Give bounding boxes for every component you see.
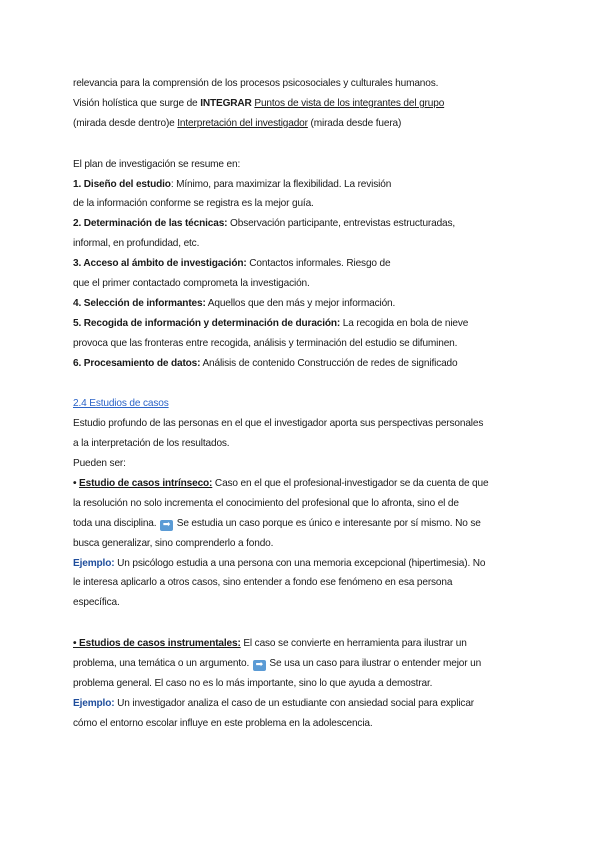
section-desc — [73, 414, 540, 434]
intro-line-1 — [73, 74, 540, 94]
intro-text: (mirada desde fuera) — [307, 117, 402, 129]
intro-line-3 — [73, 114, 540, 134]
section-pueden-text: Pueden ser: — [73, 458, 126, 470]
section-heading-link[interactable]: 2.4 Estudios de casos — [73, 398, 169, 410]
plan-item-text: provoca que las fronteras entre recogida, análisis y terminación del estudio se difuminen. — [73, 337, 458, 349]
intrinseco-text: Caso en el que el profesional-investigador se da cuenta de que — [212, 478, 489, 490]
instrumental-example-2 — [73, 714, 540, 734]
intrinseco-title: Estudio de casos intrínseco: — [79, 478, 213, 490]
plan-item-cont — [73, 194, 540, 214]
example-label: Ejemplo: — [73, 697, 115, 709]
plan-item-text: informal, en profundidad, etc. — [73, 238, 200, 250]
plan-item-text: Observación participante, entrevistas estructuradas, — [227, 218, 456, 230]
plan-intro — [73, 155, 540, 175]
intro-bold-integrar: INTEGRAR — [200, 97, 252, 109]
intro-underlined-phrase: Puntos de vista de los integrantes del grupo — [254, 97, 445, 109]
plan-item — [73, 354, 540, 374]
intrinseco-text: la resolución no solo incrementa el conocimiento del profesional que lo afronta, sino el de — [73, 497, 459, 509]
intrinseco-text: toda una disciplina. — [73, 517, 160, 529]
intro-line-2 — [73, 94, 540, 114]
instrumental-example-1 — [73, 694, 540, 714]
plan-item — [73, 254, 540, 274]
section-desc-text: Estudio profundo de las personas en el que el investigador aporta sus perspectivas personales — [73, 418, 484, 430]
plan-intro-text: El plan de investigación se resume en: — [73, 158, 241, 170]
instrumental-text: El caso se convierte en herramienta para ilustrar un — [240, 638, 467, 650]
instrumental-line-2 — [73, 654, 540, 674]
plan-item-cont — [73, 274, 540, 294]
plan-item-title: 1. Diseño del estudio — [73, 178, 171, 190]
intro-text: (mirada desde dentro)e — [73, 117, 178, 129]
intro-underlined-phrase: Interpretación del investigador — [177, 117, 308, 129]
instrumental-text: Se usa un caso para ilustrar o entender mejor un — [266, 658, 482, 670]
plan-item — [73, 214, 540, 234]
section-pueden — [73, 454, 540, 474]
section-desc — [73, 434, 540, 454]
plan-item — [73, 314, 540, 334]
intrinseco-text: Se estudia un caso porque es único e interesante por sí mismo. No se — [174, 517, 481, 529]
intro-text: Visión holística que surge de — [73, 97, 201, 109]
intrinseco-text: busca generalizar, sino comprenderlo a fondo. — [73, 537, 274, 549]
plan-item-title: 6. Procesamiento de datos: — [73, 357, 201, 369]
instrumental-text: problema, una temática o un argumento. — [73, 658, 252, 670]
intrinseco-line-3 — [73, 514, 540, 534]
example-text: Un investigador analiza el caso de un estudiante con ansiedad social para explicar — [114, 697, 475, 709]
plan-item-text: Contactos informales. Riesgo de — [246, 258, 391, 270]
section-heading-line — [73, 394, 540, 414]
example-text: cómo el entorno escolar influye en este problema en la adolescencia. — [73, 717, 373, 729]
intrinseco-example-1 — [73, 554, 540, 574]
plan-item-text: que el primer contactado comprometa la investigación. — [73, 278, 310, 290]
arrow-right-icon: ➡ — [253, 660, 266, 671]
plan-item-title: 3. Acceso al ámbito de investigación: — [73, 258, 247, 270]
arrow-right-icon: ➡ — [160, 520, 173, 531]
intrinseco-example-3 — [73, 593, 540, 613]
example-text: Un psicólogo estudia a una persona con una memoria excepcional (hipertimesia). No — [114, 557, 486, 569]
intrinseco-example-2 — [73, 573, 540, 593]
plan-item-text: La recogida en bola de nieve — [340, 317, 469, 329]
example-label: Ejemplo: — [73, 557, 115, 569]
instrumental-line-1 — [73, 634, 540, 654]
plan-item-text: : Mínimo, para maximizar la flexibilidad. La revisión — [170, 178, 392, 190]
plan-item-title: 2. Determinación de las técnicas: — [73, 218, 228, 230]
instrumental-text: problema general. El caso no es lo más importante, sino lo que ayuda a demostrar. — [73, 678, 433, 690]
plan-item-text: de la información conforme se registra es la mejor guía. — [73, 198, 314, 210]
bullet: • — [73, 478, 80, 490]
plan-item-text: Aquellos que den más y mejor información. — [205, 297, 396, 309]
intrinseco-line-2 — [73, 494, 540, 514]
plan-item — [73, 175, 540, 195]
plan-item-title: 4. Selección de informantes: — [73, 297, 206, 309]
instrumental-line-3 — [73, 674, 540, 694]
plan-item-cont — [73, 234, 540, 254]
instrumental-title: • Estudios de casos instrumentales: — [73, 638, 241, 650]
plan-item-cont — [73, 334, 540, 354]
plan-item-title: 5. Recogida de información y determinación de duración: — [73, 317, 341, 329]
section-desc-text: a la interpretación de los resultados. — [73, 438, 230, 450]
intro-text: relevancia para la comprensión de los procesos psicosociales y culturales humanos. — [73, 78, 439, 89]
intrinseco-line-4 — [73, 534, 540, 554]
plan-item-text: Análisis de contenido Construcción de redes de significado — [200, 357, 458, 369]
plan-item — [73, 294, 540, 314]
example-text: específica. — [73, 597, 120, 609]
intrinseco-line-1 — [73, 474, 540, 494]
example-text: le interesa aplicarlo a otros casos, sino entender a fondo ese fenómeno en esa persona — [73, 577, 453, 589]
